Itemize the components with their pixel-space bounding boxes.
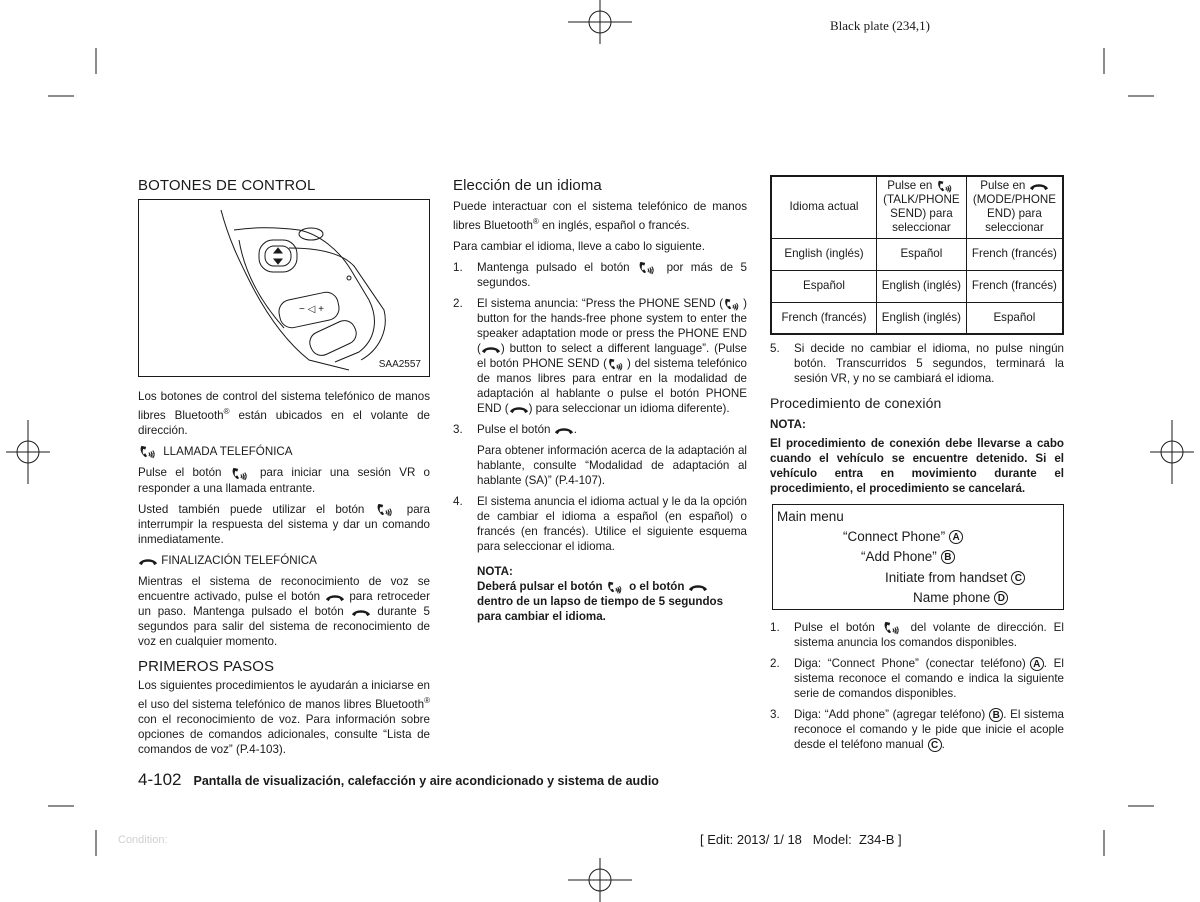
language-table: [770, 175, 1064, 335]
table-cell: French (francés): [966, 270, 1063, 302]
header-talk-a: Pulse en: [887, 179, 933, 193]
end-heading-text: FINALIZACIÓN TELEFÓNICA: [161, 554, 317, 568]
lang-p1-b: en inglés, español o francés.: [538, 218, 690, 232]
header-end-select: [966, 176, 1063, 238]
talk-icon: [138, 444, 160, 459]
call-heading: [138, 444, 430, 459]
intro-paragraph: [138, 389, 430, 438]
marker-c: C: [928, 738, 942, 752]
call-heading-text: LLAMADA TELEFÓNICA: [163, 444, 293, 458]
step-2-a: El sistema anuncia: “Press the PHONE SEND (: [477, 297, 724, 311]
start-p-a: Los siguientes procedimientos le ayudarán a iniciarse en el uso del sistema telefónico de manos libres Bluetooth: [138, 679, 430, 712]
step-2-c: ) button to select a different language”. (Pulse el botón PHONE SEND (: [477, 342, 747, 371]
step-number: 5.: [770, 342, 780, 355]
table-cell: English (inglés): [771, 238, 877, 270]
lang-p1-a: Puede interactuar con el sistema telefónico de manos libres Bluetooth: [453, 200, 747, 232]
connect-2-b: . El sistema reconoce el comando e indica la siguiente serie de comandos disponibles.: [794, 657, 1064, 701]
end-paragraph: [138, 574, 430, 649]
connect-3-b: . El sistema reconoce el comando y le pide que inicie el acople desde el teléfono manual: [794, 708, 1064, 752]
call-p1-a: Pulse el botón: [138, 466, 222, 480]
header-talk-b: (TALK/PHONE SEND) para seleccionar: [883, 193, 960, 235]
menu-name-phone: [913, 590, 1008, 605]
section-title-language: Elección de un idioma: [453, 177, 602, 194]
connect-3-a: Diga: “Add phone” (agregar teléfono): [794, 708, 986, 722]
registered-mark: ®: [223, 407, 230, 416]
menu-diagram: [772, 504, 1064, 610]
step-text: [477, 296, 747, 416]
menu-add-phone: [861, 549, 955, 564]
phone-end-icon: [554, 425, 574, 436]
connect-3-c: .: [941, 738, 945, 752]
header-current-language: Idioma actual: [771, 176, 877, 238]
intro-text-a: Los botones de control del sistema telefónico de manos libres Bluetooth: [138, 390, 430, 422]
steering-wheel-illustration: [139, 200, 429, 376]
table-cell: Español: [877, 238, 967, 270]
table-cell: French (francés): [771, 302, 877, 334]
step-text: El sistema anuncia el idioma actual y le da la opción de cambiar el idioma a español (en español) o francés (en francés). Utilice el siguiente esquema para seleccionar el idioma.: [477, 495, 747, 554]
note-label: NOTA:: [770, 418, 806, 431]
menu-initiate-text: Initiate from handset: [885, 570, 1008, 585]
step-2-d: ) del sistema telefónico de manos libres para entrar en la modalidad de adaptación al hablante o pulse el botón PHONE END (: [477, 357, 747, 416]
language-note: [477, 564, 747, 624]
talk-icon: [882, 620, 904, 635]
end-p-a: Mientras el sistema de reconocimiento de voz se encuentre activado, pulse el botón: [138, 575, 430, 604]
steering-figure: [138, 199, 430, 377]
talk-icon: [637, 260, 659, 275]
connect-step-2: [770, 656, 1064, 701]
step-3: [453, 422, 747, 437]
connect-step-3: [770, 707, 1064, 752]
note-b: o el botón: [629, 580, 685, 594]
connect-1-a: Pulse el botón: [794, 621, 875, 634]
phone-end-icon: [325, 592, 345, 603]
menu-initiate: [885, 570, 1025, 585]
figure-id: SAA2557: [378, 359, 421, 370]
note-label: NOTA:: [477, 565, 513, 579]
marker-b: B: [989, 708, 1003, 722]
step-text: Si decide no cambiar el idioma, no pulse ningún botón. Transcurridos 5 segundos, terminará la sesión VR, y no se cambiará el idioma.: [794, 342, 1064, 385]
end-p-c: durante 5 segundos para salir del sistema de reconocimiento de voz en cualquier momento.: [138, 605, 430, 649]
step-1-b: por más de 5 segundos.: [477, 260, 747, 290]
talk-icon: [723, 297, 743, 311]
step-2-e: ) para seleccionar un idioma diferente).: [528, 402, 730, 416]
talk-icon: [375, 502, 397, 517]
step-1-a: Mantenga pulsado el botón: [477, 260, 630, 274]
menu-connect-text: “Connect Phone”: [843, 529, 946, 544]
registered-mark: ®: [532, 217, 539, 226]
talk-icon: [606, 580, 626, 594]
note-text: [477, 579, 747, 624]
table-cell: Español: [966, 302, 1063, 334]
call-p2-a: Usted también puede utilizar el botón: [138, 502, 365, 516]
end-p-b: para retroceder un paso. Mantenga pulsado el botón: [138, 590, 430, 619]
step-number: 2.: [453, 297, 463, 311]
step-3-a: Pulse el botón: [477, 423, 551, 437]
phone-end-icon: [509, 404, 529, 415]
call-paragraph-1: [138, 465, 430, 495]
step-text: [794, 620, 1064, 650]
column-3: [770, 175, 1064, 758]
first-steps-paragraph: [138, 678, 430, 757]
menu-name-text: Name phone: [913, 590, 991, 605]
section-title-connection: Procedimiento de conexión: [770, 395, 942, 411]
column-2: [453, 178, 747, 624]
menu-connect-phone: [843, 529, 963, 544]
table-cell: English (inglés): [877, 302, 967, 334]
step-1: [453, 260, 747, 290]
connection-note: El procedimiento de conexión debe llevarse a cabo cuando el vehículo se encuentre detenido. Si el vehículo entra en movimiento durante el procedimiento, el procedimiento se cancelará.: [770, 437, 1064, 495]
intro-text-b: están ubicados en el volante de dirección.: [138, 408, 430, 437]
registered-mark: ®: [424, 696, 430, 706]
marker-a: A: [1030, 657, 1044, 671]
table-header-row: [771, 176, 1063, 238]
start-p-b: con el reconocimiento de voz. Para información sobre opciones de comandos adicionales, consulte “Lista de comandos de voz” (P.4-103).: [138, 713, 430, 757]
language-paragraph-1: [453, 199, 747, 233]
table-cell: English (inglés): [877, 270, 967, 302]
talk-icon: [607, 357, 627, 371]
header-end-b: (MODE/PHONE END) para seleccionar: [972, 193, 1056, 235]
phone-end-icon: [481, 344, 501, 355]
step-3-note: Para obtener información acerca de la adaptación al hablante, consulte “Modalidad de adaptación al hablante (SA)” (P.4-107).: [477, 444, 747, 488]
header-end-a: Pulse en: [980, 179, 1026, 193]
step-number: 3.: [770, 708, 780, 722]
step-text: [794, 656, 1064, 701]
connect-step-1: [770, 620, 1064, 650]
talk-icon: [936, 179, 956, 193]
step-3-b: .: [573, 423, 577, 437]
note-c: dentro de un lapso de tiempo de 5 segundos para cambiar el idioma.: [477, 595, 724, 624]
table-cell: French (francés): [966, 238, 1063, 270]
marker-b: B: [941, 550, 955, 564]
marker-d: D: [994, 591, 1008, 605]
step-number: 3.: [453, 423, 463, 437]
menu-add-text: “Add Phone”: [861, 549, 937, 564]
header-talk-select: [877, 176, 967, 238]
plate-label: Black plate (234,1): [830, 18, 930, 33]
call-paragraph-2: [138, 502, 430, 547]
step-number: 4.: [453, 495, 463, 509]
table-row: [771, 238, 1063, 270]
edit-stamp: [ Edit: 2013/ 1/ 18 Model: Z34-B ]: [700, 832, 902, 847]
connect-1-b: del volante de dirección. El sistema anuncia los comandos disponibles.: [794, 621, 1064, 650]
section-title-control-buttons: BOTONES DE CONTROL: [138, 177, 316, 194]
page-footer: [138, 770, 659, 790]
phone-end-icon: [688, 582, 708, 593]
table-row: [771, 302, 1063, 334]
table-row: [771, 270, 1063, 302]
marker-a: A: [949, 530, 963, 544]
chapter-title: Pantalla de visualización, calefacción y aire acondicionado y sistema de audio: [193, 774, 659, 788]
condition-label: Condition:: [118, 834, 168, 846]
talk-icon: [230, 466, 252, 481]
call-p1-b: para iniciar una sesión VR o responder a una llamada entrante.: [138, 466, 430, 495]
phone-end-icon: [138, 556, 158, 567]
note-a: Deberá pulsar el botón: [477, 580, 603, 594]
column-1: [138, 178, 430, 763]
step-text: [794, 707, 1064, 752]
call-p2-b: para interrumpir la respuesta del sistema y dar un comando inmediatamente.: [138, 502, 430, 547]
step-2-b: ) button for the hands-free phone system to enter the speaker adaptation mode or press the PHONE END (: [477, 297, 747, 356]
page-number: 4-102: [138, 770, 182, 789]
step-text: [477, 422, 747, 437]
step-5: [770, 341, 1064, 386]
menu-main: Main menu: [777, 509, 844, 524]
step-text: [477, 260, 747, 290]
phone-end-icon: [351, 607, 371, 618]
table-cell: Español: [771, 270, 877, 302]
step-2: [453, 296, 747, 416]
step-number: 1.: [770, 621, 780, 634]
end-heading: [138, 553, 430, 568]
language-paragraph-2: Para cambiar el idioma, lleve a cabo lo siguiente.: [453, 239, 705, 253]
phone-end-icon: [1029, 181, 1049, 192]
marker-c: C: [1011, 571, 1025, 585]
step-4: [453, 494, 747, 554]
step-number: 2.: [770, 657, 780, 671]
step-number: 1.: [453, 260, 463, 274]
section-title-first-steps: PRIMEROS PASOS: [138, 658, 275, 676]
connect-2-a: Diga: “Connect Phone” (conectar teléfono): [794, 657, 1026, 671]
svg-text:− ◁ +: − ◁ +: [299, 304, 324, 315]
